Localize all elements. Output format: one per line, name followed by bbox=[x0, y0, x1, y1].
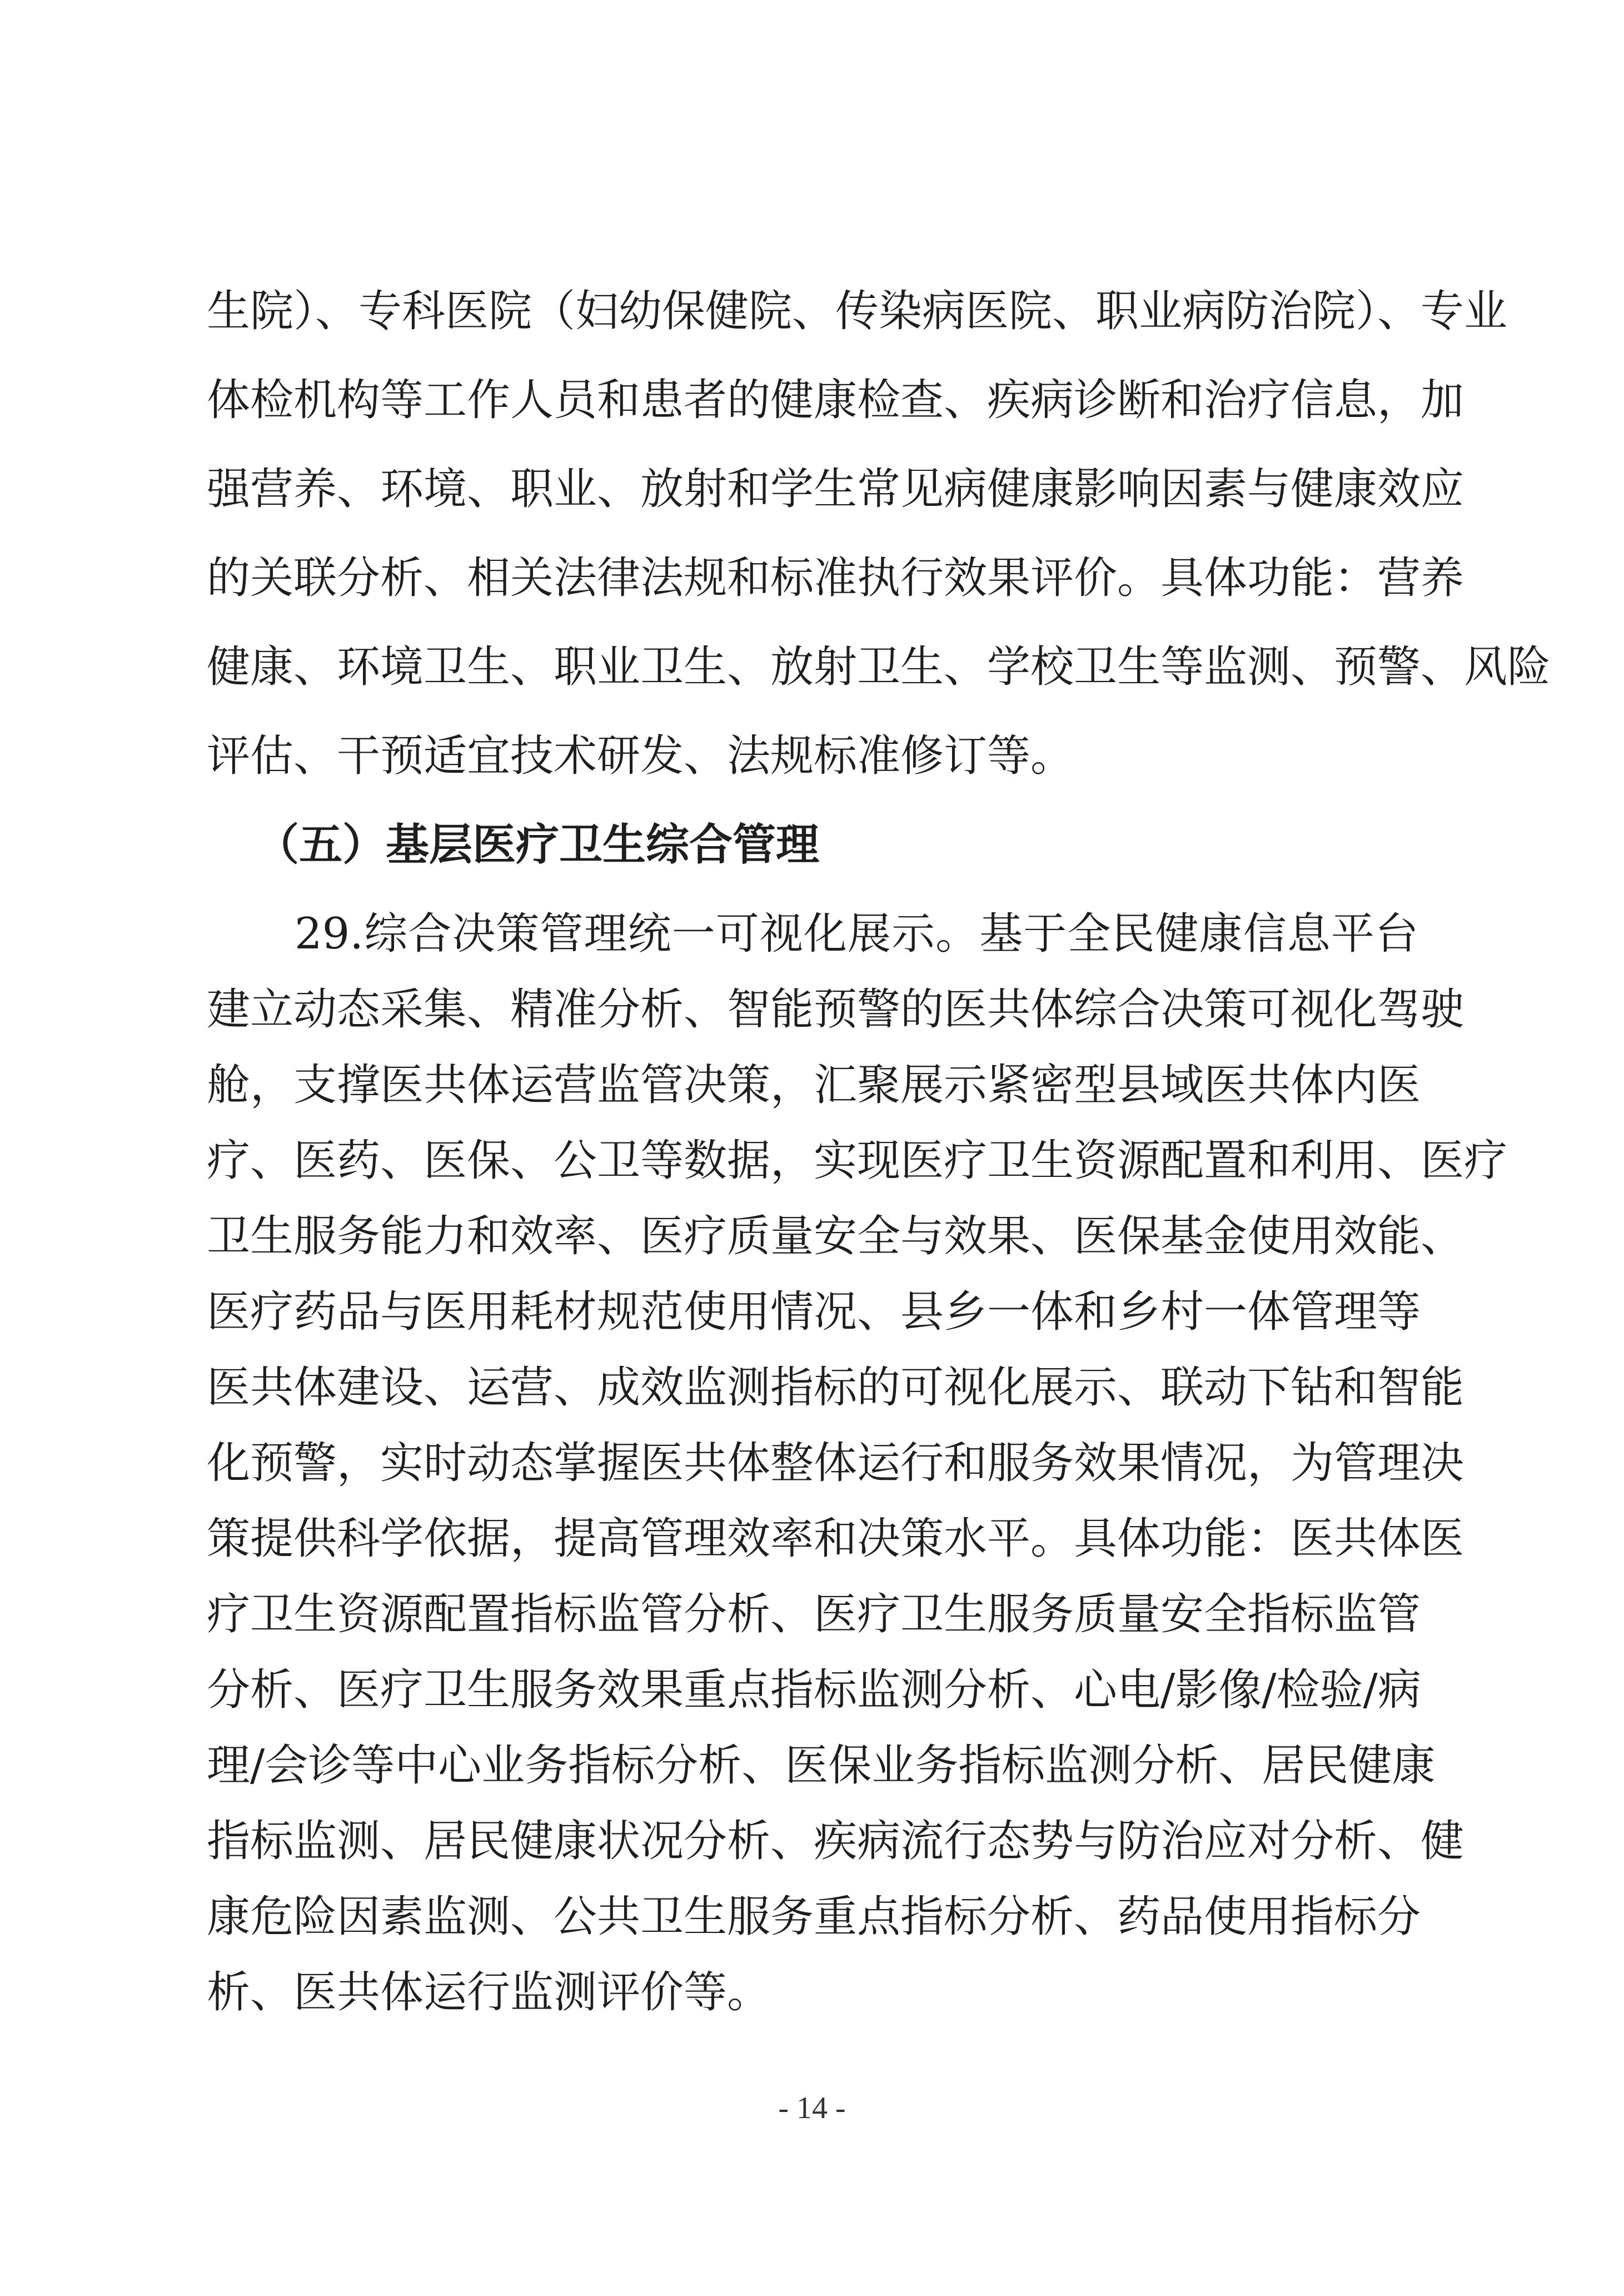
paragraph-line: 健康、环境卫生、职业卫生、放射卫生、学校卫生等监测、预警、风险 bbox=[207, 642, 1551, 692]
item-29-line: 医疗药品与医用耗材规范使用情况、县乡一体和乡村一体管理等 bbox=[207, 1287, 1421, 1337]
paragraph-line: 体检机构等工作人员和患者的健康检查、疾病诊断和治疗信息，加 bbox=[207, 375, 1464, 425]
paragraph-line: 强营养、环境、职业、放射和学生常见病健康影响因素与健康效应 bbox=[207, 464, 1464, 514]
section-heading: （五）基层医疗卫生综合管理 bbox=[256, 819, 820, 870]
item-29-line: 疗卫生资源配置指标监管分析、医疗卫生服务质量安全指标监管 bbox=[207, 1589, 1421, 1639]
item-29-line: 建立动态采集、精准分析、智能预警的医共体综合决策可视化驾驶 bbox=[207, 985, 1464, 1035]
item-29-line: 指标监测、居民健康状况分析、疾病流行态势与防治应对分析、健 bbox=[207, 1816, 1464, 1866]
item-29-line: 疗、医药、医保、公卫等数据，实现医疗卫生资源配置和利用、医疗 bbox=[207, 1136, 1508, 1186]
item-29-line: 卫生服务能力和效率、医疗质量安全与效果、医保基金使用效能、 bbox=[207, 1211, 1464, 1261]
item-29-line: 化预警，实时动态掌握医共体整体运行和服务效果情况，为管理决 bbox=[207, 1438, 1464, 1488]
item-29-line: 舱，支撑医共体运营监管决策，汇聚展示紧密型县域医共体内医 bbox=[207, 1060, 1421, 1110]
item-29-line: 理/会诊等中心业务指标分析、医保业务指标监测分析、居民健康 bbox=[207, 1741, 1436, 1791]
item-29-line: 医共体建设、运营、成效监测指标的可视化展示、联动下钻和智能 bbox=[207, 1363, 1464, 1413]
item-29-line: 29.综合决策管理统一可视化展示。基于全民健康信息平台 bbox=[295, 909, 1418, 959]
item-29-line: 分析、医疗卫生服务效果重点指标监测分析、心电/影像/检验/病 bbox=[207, 1665, 1421, 1715]
item-29-line: 策提供科学依据，提高管理效率和决策水平。具体功能：医共体医 bbox=[207, 1514, 1464, 1564]
paragraph-line: 评估、干预适宜技术研发、法规标准修订等。 bbox=[207, 731, 1074, 781]
paragraph-line: 的关联分析、相关法律法规和标准执行效果评价。具体功能：营养 bbox=[207, 553, 1464, 603]
paragraph-line: 生院）、专科医院（妇幼保健院、传染病医院、职业病防治院）、专业 bbox=[207, 286, 1508, 336]
item-29-line: 析、医共体运行监测评价等。 bbox=[207, 1967, 771, 2017]
page-number: - 14 - bbox=[778, 2091, 846, 2125]
item-29-line: 康危险因素监测、公共卫生服务重点指标分析、药品使用指标分 bbox=[207, 1892, 1421, 1942]
